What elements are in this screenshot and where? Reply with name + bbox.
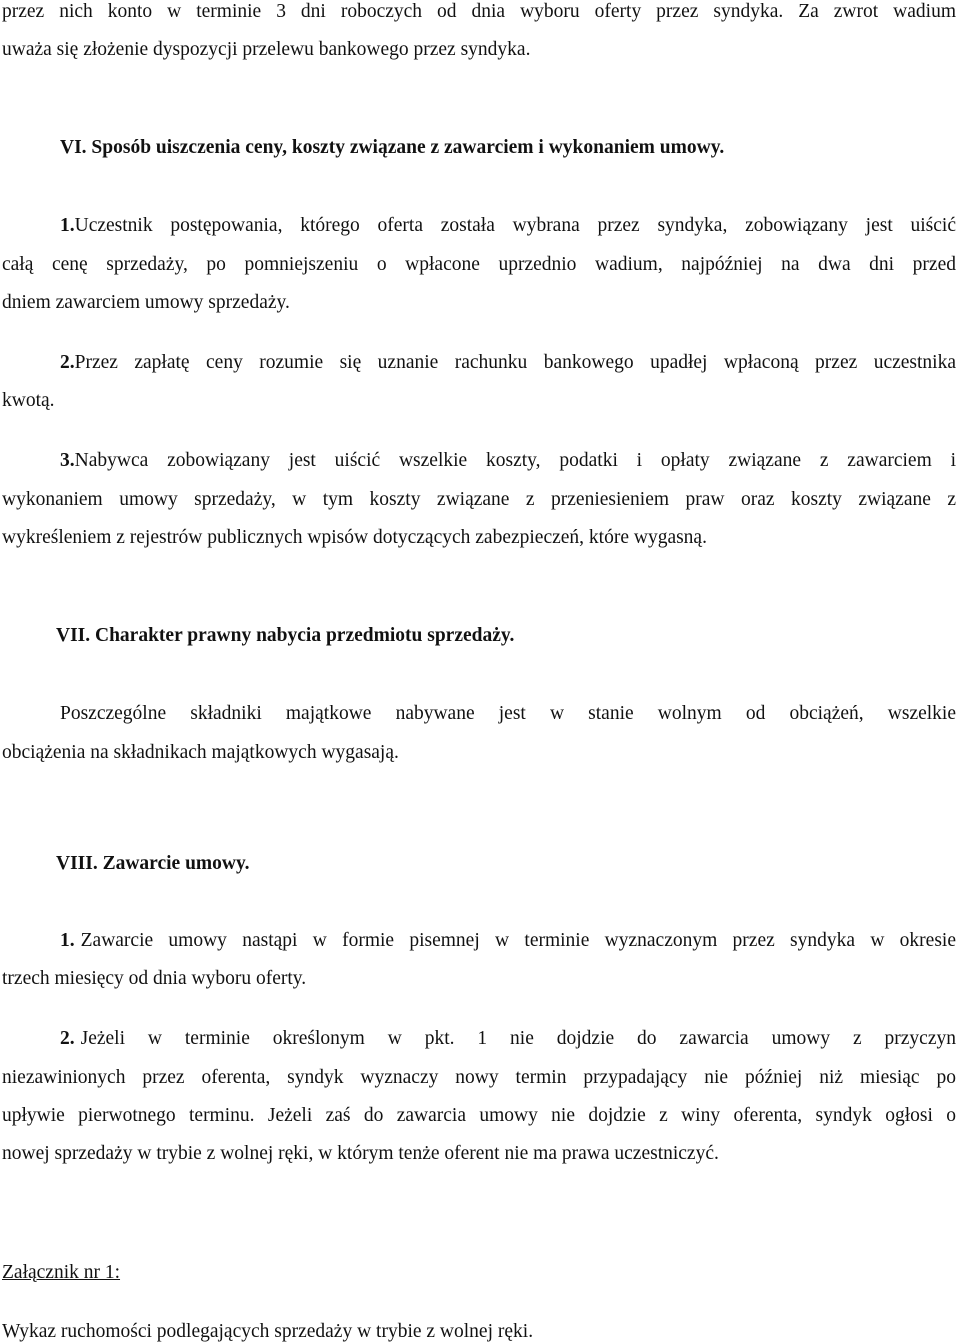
paragraph-text: Przez zapłatę ceny rozumie się uznanie rachunku bankowego upadłej wpłaconą przez uczestnika (74, 352, 956, 373)
section-vii-line-2: obciążenia na składnikach majątkowych wygasają. (2, 742, 399, 763)
section-vi-paragraph-1-line-2: całą cenę sprzedaży, po pomniejszeniu o wpłacone uprzednio wadium, najpóźniej na dwa dni przed (2, 254, 956, 275)
paragraph-number: 1. (60, 930, 75, 951)
section-viii-paragraph-1-line-1 (60, 929, 956, 953)
paragraph-text: Zawarcie umowy nastąpi w formie pisemnej w terminie wyznaczonym przez syndyka w okresie (80, 930, 956, 951)
section-vi-heading: VI. Sposób uiszczenia ceny, koszty związane z zawarciem i wykonaniem umowy. (60, 137, 725, 158)
section-viii-heading: VIII. Zawarcie umowy. (56, 853, 250, 874)
section-vi-paragraph-1-line-1 (2, 214, 956, 238)
section-vi-paragraph-3-line-1 (60, 449, 956, 473)
intro-line-2: uważa się złożenie dyspozycji przelewu bankowego przez syndyka. (2, 39, 531, 60)
attachment-title: Wykaz ruchomości podlegających sprzedaży w trybie z wolnej ręki. (2, 1321, 534, 1342)
paragraph-text: Nabywca zobowiązany jest uiścić wszelkie koszty, podatki i opłaty związane z zawarciem i (74, 450, 956, 471)
section-vi-paragraph-2-line-2: kwotą. (2, 390, 55, 411)
section-viii-paragraph-2-line-4: nowej sprzedaży w trybie z wolnej ręki, w którym tenże oferent nie ma prawa uczestniczyć. (2, 1143, 719, 1164)
paragraph-number: 1. (60, 215, 75, 236)
section-viii-paragraph-2-line-3: upływie pierwotnego terminu. Jeżeli zaś do zawarcia umowy nie dojdzie z winy oferenta, syndyk ogłosi o (2, 1105, 956, 1126)
section-viii-paragraph-2-line-2: niezawinionych przez oferenta, syndyk wyznaczy nowy termin przypadający nie później niż miesiąc po (2, 1067, 956, 1088)
paragraph-text: Jeżeli w terminie określonym w pkt. 1 nie dojdzie do zawarcia umowy z przyczyn (80, 1028, 956, 1049)
section-vi-paragraph-3-line-3: wykreśleniem z rejestrów publicznych wpisów dotyczących zabezpieczeń, które wygasną. (2, 527, 707, 548)
section-vi-paragraph-2-line-1 (60, 351, 956, 375)
section-vii-line-1: Poszczególne składniki majątkowe nabywane jest w stanie wolnym od obciążeń, wszelkie (60, 703, 956, 724)
paragraph-number: 3. (60, 450, 75, 471)
section-vi-paragraph-1-line-3: dniem zawarciem umowy sprzedaży. (2, 292, 290, 313)
section-vi-paragraph-3-line-2: wykonaniem umowy sprzedaży, w tym koszty związane z przeniesieniem praw oraz koszty związane z (2, 489, 956, 510)
paragraph-number: 2. (60, 352, 75, 373)
paragraph-number: 2. (60, 1028, 75, 1049)
section-vii-heading: VII. Charakter prawny nabycia przedmiotu sprzedaży. (56, 625, 515, 646)
section-viii-paragraph-2-line-1 (60, 1027, 956, 1051)
intro-line-1: przez nich konto w terminie 3 dni roboczych od dnia wyboru oferty przez syndyka. Za zwrot wadium (2, 1, 956, 22)
paragraph-text: Uczestnik postępowania, którego oferta została wybrana przez syndyka, zobowiązany jest uiścić (74, 215, 956, 236)
section-viii-paragraph-1-line-2: trzech miesięcy od dnia wyboru oferty. (2, 968, 307, 989)
attachment-label: Załącznik nr 1: (2, 1262, 121, 1283)
